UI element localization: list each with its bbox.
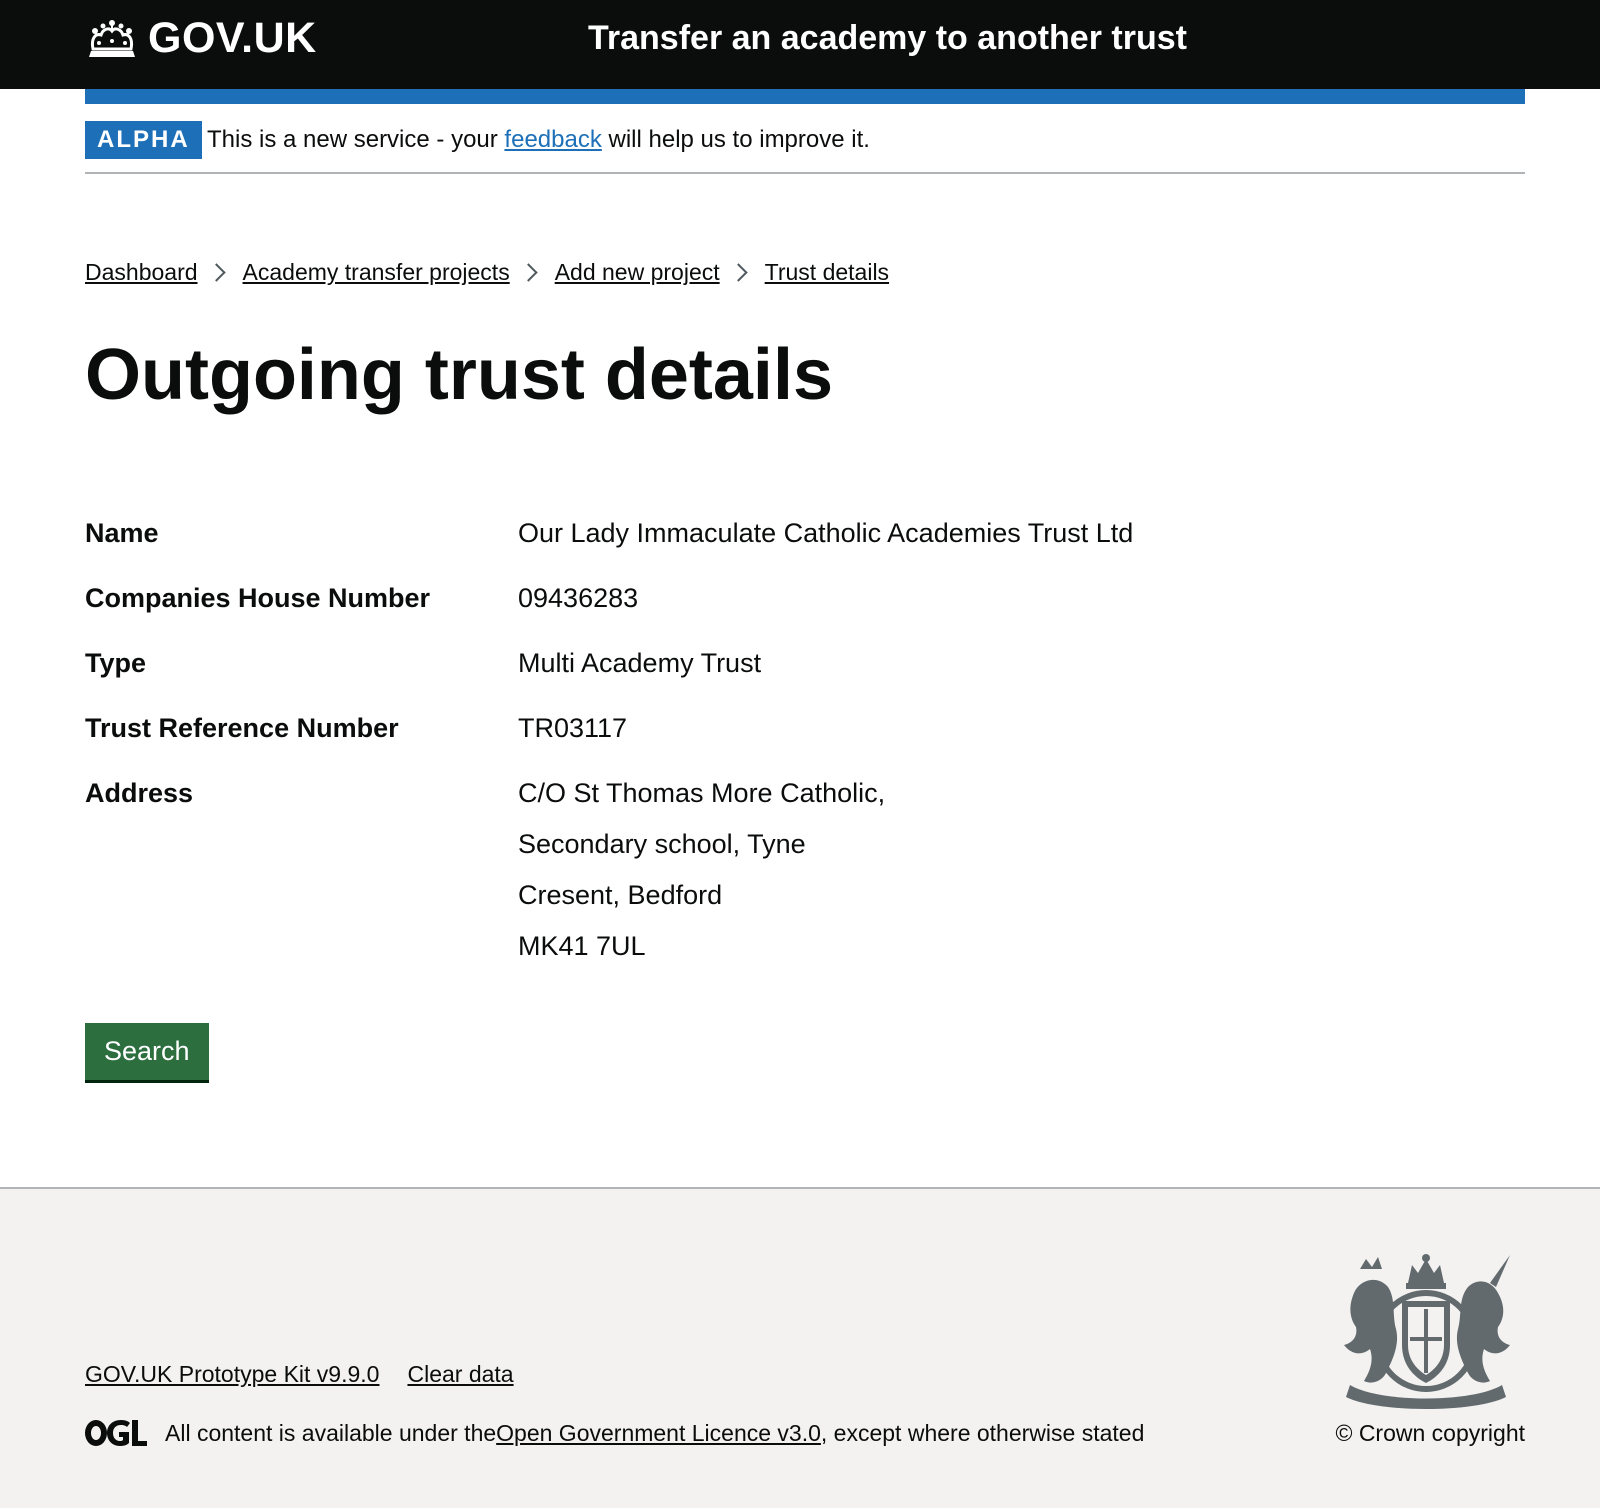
phase-text-before: This is a new service - your	[207, 126, 505, 153]
site-footer	[0, 1187, 1600, 1508]
footer-links	[85, 1358, 542, 1390]
licence-statement	[85, 1417, 1144, 1449]
summary-value: TR03117	[518, 713, 628, 743]
prototype-kit-link[interactable]: GOV.UK Prototype Kit v9.9.0	[85, 1361, 380, 1387]
summary-row-companies-house	[85, 573, 1185, 623]
breadcrumb-item	[85, 256, 198, 288]
summary-value: Our Lady Immaculate Catholic Academies Trust Ltd	[518, 518, 1134, 548]
summary-key: Trust Reference Number	[85, 713, 399, 743]
breadcrumb-item	[555, 256, 720, 288]
address-line: Secondary school, Tyne	[518, 829, 806, 859]
summary-row-name	[85, 508, 1185, 558]
breadcrumb-link-trust-details[interactable]: Trust details	[764, 259, 890, 285]
crown-copyright-link[interactable]: © Crown copyright	[1335, 1420, 1525, 1446]
royal-crest-icon	[1330, 1253, 1522, 1411]
summary-key: Name	[85, 518, 159, 548]
phase-text-after: will help us to improve it.	[601, 126, 870, 153]
site-header	[0, 0, 1600, 89]
summary-row-type	[85, 638, 1185, 688]
summary-value: 09436283	[518, 583, 639, 613]
phase-banner-text	[207, 124, 870, 156]
breadcrumb-link-add-new-project[interactable]: Add new project	[554, 259, 720, 285]
summary-key: Companies House Number	[85, 583, 431, 613]
clear-data-link[interactable]: Clear data	[407, 1361, 514, 1387]
breadcrumb-link-dashboard[interactable]: Dashboard	[85, 259, 198, 285]
search-button[interactable]: Search	[85, 1023, 209, 1080]
breadcrumb-link-academy-transfer-projects[interactable]: Academy transfer projects	[242, 259, 510, 285]
chevron-right-icon	[729, 263, 747, 281]
address-value	[518, 768, 885, 971]
address-line: Cresent, Bedford	[518, 880, 723, 910]
open-government-licence-link[interactable]: Open Government Licence v3.0	[496, 1420, 821, 1446]
summary-row-address	[85, 768, 1185, 971]
address-line: C/O St Thomas More Catholic,	[518, 778, 886, 808]
summary-value: Multi Academy Trust	[518, 648, 762, 678]
govuk-logo-link[interactable]	[85, 14, 317, 62]
breadcrumb-item	[243, 256, 510, 288]
licence-text-before: All content is available under the	[165, 1420, 497, 1446]
service-name-link[interactable]: Transfer an academy to another trust	[588, 19, 1187, 57]
chevron-right-icon	[519, 263, 537, 281]
crown-icon	[85, 17, 139, 59]
header-blue-bar	[85, 89, 1525, 104]
summary-key: Type	[85, 648, 147, 678]
feedback-link[interactable]: feedback	[504, 126, 602, 153]
logo-text: GOV.UK	[148, 13, 317, 62]
page-title: Outgoing trust details	[85, 335, 833, 415]
breadcrumb-item	[765, 256, 889, 288]
phase-banner	[85, 104, 1525, 174]
phase-tag: ALPHA	[85, 121, 202, 159]
address-line: MK41 7UL	[518, 931, 646, 961]
breadcrumb	[85, 256, 889, 288]
summary-key: Address	[85, 778, 194, 808]
trust-summary-list	[85, 508, 1185, 986]
summary-row-trust-reference	[85, 703, 1185, 753]
chevron-right-icon	[207, 263, 225, 281]
licence-text-after: , except where otherwise stated	[820, 1420, 1145, 1446]
ogl-logo-icon	[85, 1419, 147, 1447]
